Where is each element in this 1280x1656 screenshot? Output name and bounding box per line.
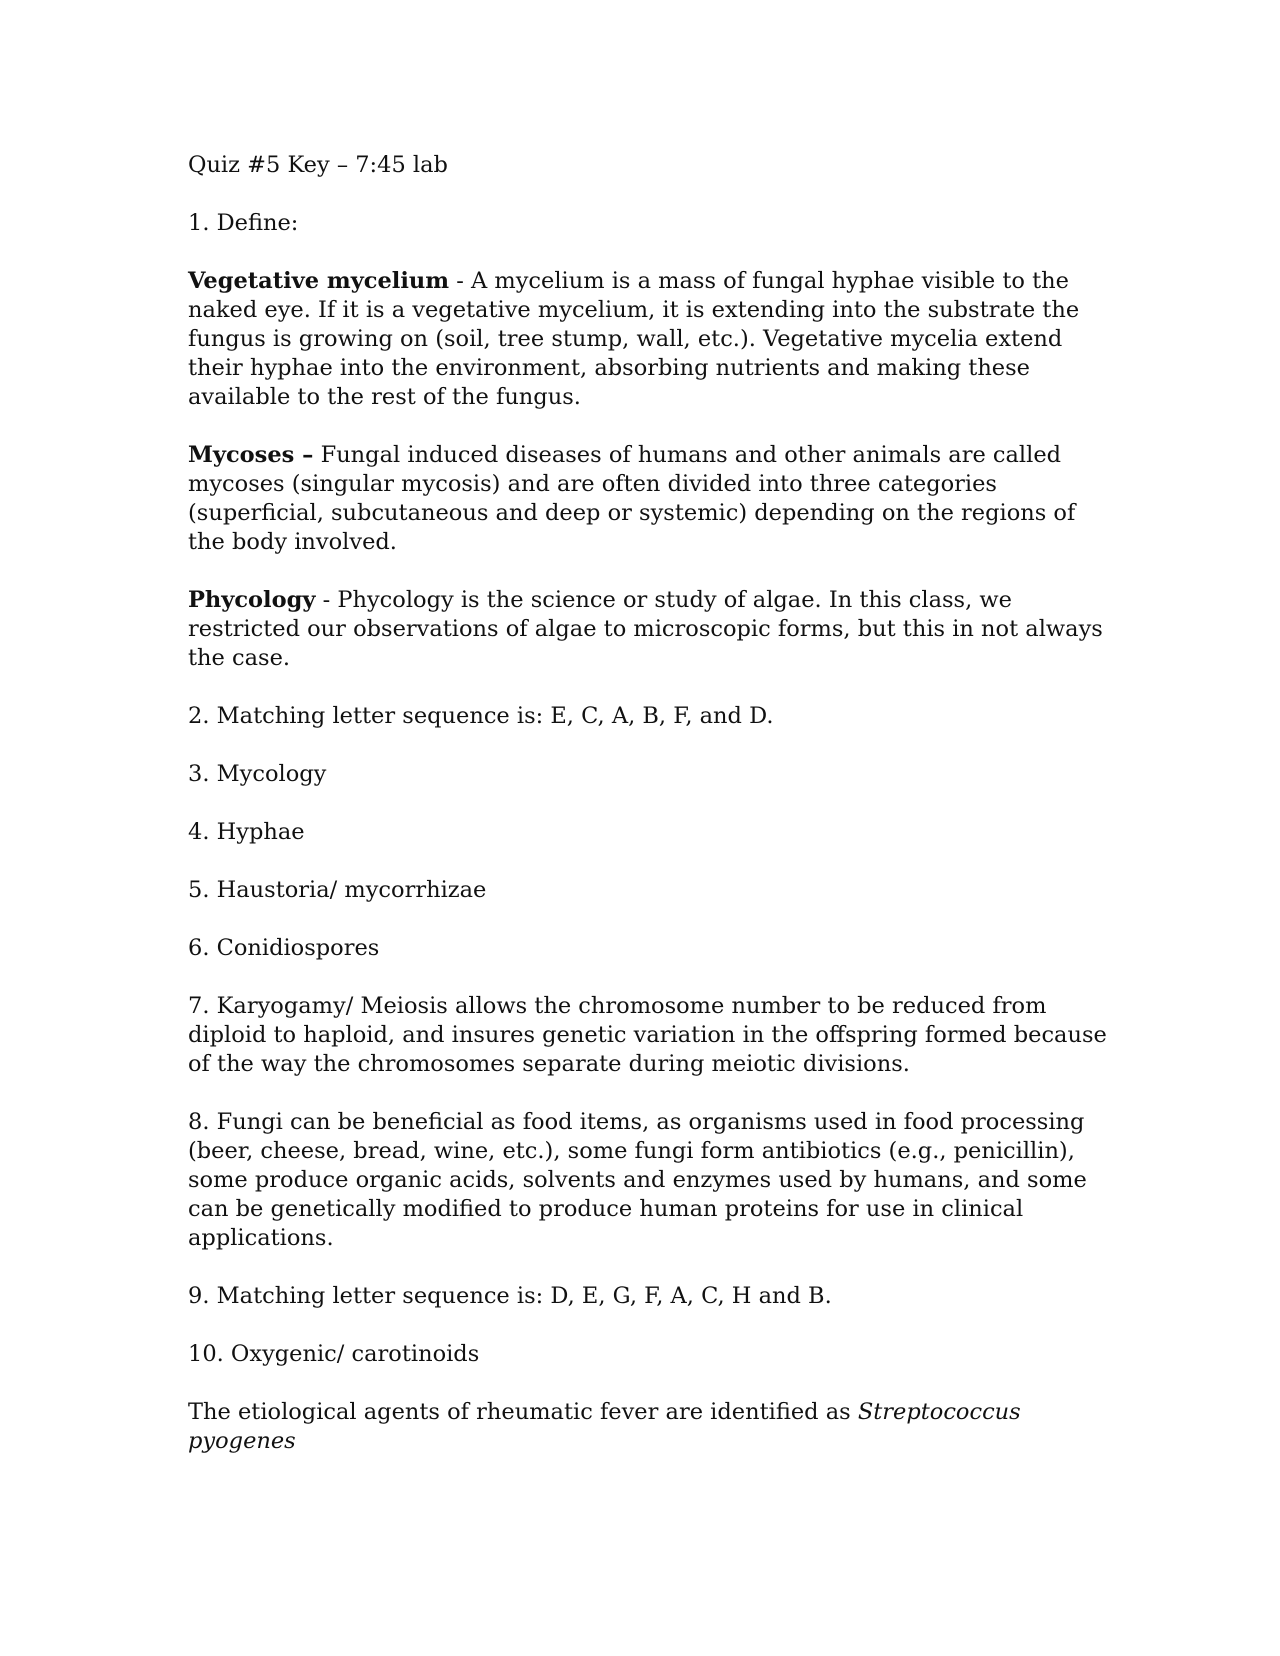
definition-term: Mycoses – <box>188 442 314 468</box>
document-title: Quiz #5 Key – 7:45 lab <box>188 152 448 178</box>
answer-6: 6. Conidiospores <box>188 935 380 961</box>
definition-term: Vegetative mycelium <box>188 268 450 294</box>
answer-4: 4. Hyphae <box>188 819 305 845</box>
answer-3: 3. Mycology <box>188 761 327 787</box>
definition-separator <box>313 442 320 468</box>
definition-separator: - <box>315 587 338 613</box>
definition-text: Phycology is the science or study of algae. In this class, we restricted our observations of algae to microscopic forms, but this in not always the case. <box>188 587 1103 671</box>
answer-5: 5. Haustoria/ mycorrhizae <box>188 877 487 903</box>
definition-text: A mycelium is a mass of fungal hyphae visible to the naked eye. If it is a vegetative mycelium, it is extending into the substrate the fungus is growing on (soil, tree stump, wall, etc.). Vegetative mycelia extend their hyphae into the environment, absorbing nutrients and making these available to the rest of the fungus. <box>188 268 1080 410</box>
answer-8: 8. Fungi can be beneficial as food items, as organisms used in food processing (beer, cheese, bread, wine, etc.), some fungi form antibiotics (e.g., penicillin), some produce organic acids, solvents and enzymes used by humans, and some can be genetically modified to produce human proteins for use in clinical applications. <box>188 1109 1087 1251</box>
document-body <box>188 151 1108 1485</box>
definition-text: Fungal induced diseases of humans and other animals are called mycoses (singular mycosis) and are often divided into three categories (superficial, subcutaneous and deep or systemic) depending on the regions of the body involved. <box>188 442 1076 555</box>
question-1-intro: 1. Define: <box>188 210 299 236</box>
bonus-text: The etiological agents of rheumatic fever are identified as <box>188 1399 858 1425</box>
answer-10: 10. Oxygenic/ carotinoids <box>188 1341 480 1367</box>
definition-vegetative-mycelium <box>188 267 1108 412</box>
definition-phycology <box>188 586 1108 673</box>
definition-mycoses <box>188 441 1108 557</box>
definition-term: Phycology <box>188 587 316 613</box>
answer-2: 2. Matching letter sequence is: E, C, A, B, F, and D. <box>188 703 774 729</box>
definition-separator: - <box>449 268 471 294</box>
bonus-answer <box>188 1398 1108 1456</box>
answer-7: 7. Karyogamy/ Meiosis allows the chromosome number to be reduced from diploid to haploid, and insures genetic variation in the offspring formed because of the way the chromosomes separate during meiotic divisions. <box>188 993 1107 1077</box>
answer-9: 9. Matching letter sequence is: D, E, G, F, A, C, H and B. <box>188 1283 832 1309</box>
bonus-species: Streptococcus pyogenes <box>188 1399 1021 1454</box>
